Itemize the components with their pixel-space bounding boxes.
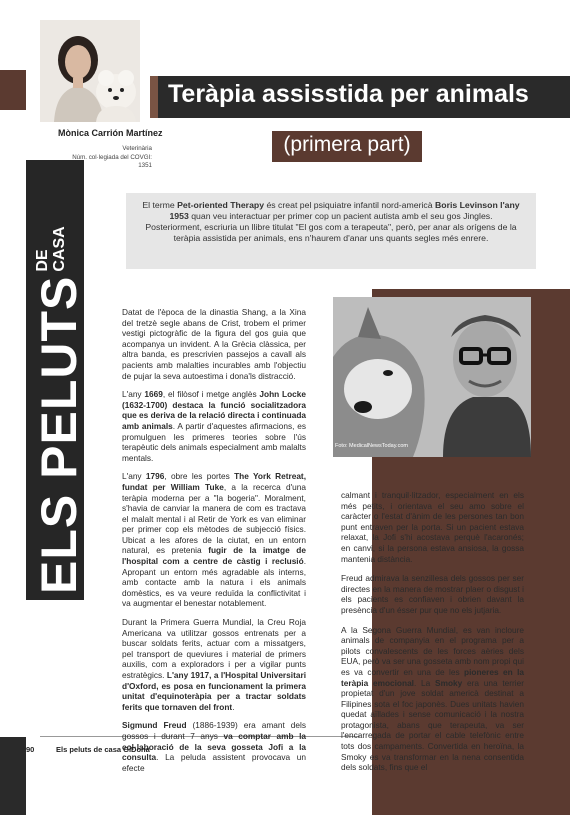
text: L'any — [122, 389, 145, 400]
bold-text: 1796 — [145, 471, 165, 482]
intro-text: quan veu interactuar per primer cop un pacient autista amb el seu gos Jingles. Posteriorment, escriuria un llibre titulat "El gos com a terapeuta", però, per anar als orígens de la teràpia assistida per animals, ens n'haurem d'anar uns quants segles més enrere. — [145, 211, 517, 243]
intro-bold: Boris Levinson l'any 1953 — [169, 200, 520, 221]
text: . A partir d'aquestes afirmacions, es promulguen les primeres teories sobre l'ús terapèutic dels animals especialment amb malalts mentals. — [122, 420, 307, 463]
author-name: Mònica Carrión Martínez — [58, 128, 163, 138]
section-title — [31, 226, 87, 594]
brown-accent-block — [0, 70, 26, 110]
article-column-2 — [341, 490, 524, 782]
author-photo — [40, 20, 140, 122]
paragraph — [341, 625, 524, 773]
text: (1886-1939) era amant dels gossos i durant 7 anys — [122, 720, 307, 741]
text: . La — [414, 677, 436, 688]
text: . Apropant un entorn més agradable als interns, amb contacte amb la natura i els animals domèstics, es va veure reduïda la conflictivitat i va augmentar el benestar notablement. — [122, 556, 306, 609]
section-title-main: ELS PELUTS — [31, 275, 87, 594]
intro-paragraph — [142, 200, 520, 244]
bold-text: Smoky — [435, 677, 463, 688]
section-small-casa: CASA — [51, 226, 68, 272]
paragraph: Datat de l'època de la dinastia Shang, a la Xina del tretzè segle abans de Crist, trobem el primer vestigi pictogràfic de la figura del gos guia que acompanya un invident. A la Grècia clàssica, per altra banda, es prescrivien passejos a cavall als pacients amb malalties incurables amb l'objectiu de pujar la seva autoestima i dona'ls distracció. — [122, 307, 306, 381]
paragraph: Freud admirava la senzillesa dels gossos per ser directes en la manera de mostrar plaer o disgust i els pacients es confiaven i obrien davant la presència d'un ésser pur que no els jutjaria. — [341, 573, 524, 615]
text: A la Segona Guerra Mundial, es van incloure animals de companyia en el programa per a pilots convalescents de les forces aèries dels EUA, però va ser una gosseta amb nom propi qui es va convertir en una de les — [341, 624, 524, 677]
text: , a la recerca d'una teràpia moderna per a "la bogeria". Moralment, s'havia de canviar la manera de com es tractava el malalt mental i al Retir de York es van eliminar per primer cop els mètodes de subjecció físics. Ubicat a les afores de la ciutat, en un entorn natural, es pretenia — [122, 481, 307, 556]
text: era una terrier propietat d'un jove soldat americà destinat a Filipines sota el foc japonès. Dues unitats havien quedat aïllades i sense comunicació i la nostra protagonista, abans que terapeuta, va ser l'encarregada de portar el cable telefònic entre tots dos campaments. Convertida en heroïna, la Smoky es va transformar en la nena consentida dels soldats, fins que el — [341, 677, 524, 773]
paragraph: calmant i tranquil·litzador, especialment en els més petits, i orientava el seu amo sobre el caràcter o l'estat d'ànim de les persones tan bon punt entraven per la porta. Si un pacient estava relaxat, la Jofi s'hi acostava perquè l'acaronés; en canvi, si la persona estava ansiosa, la gossa mantenia distància. — [341, 490, 524, 564]
magazine-name: Els peluts de casa GiDona — [56, 745, 150, 754]
article-photo — [333, 297, 531, 457]
page-title: Teràpia assisstida per animals — [168, 80, 529, 108]
author-membership: Núm. col·legiada del COVGI: 1351 — [72, 153, 152, 169]
text: . — [232, 701, 235, 712]
intro-bold: Pet-oriented Therapy — [177, 200, 265, 210]
bold-text: va comptar amb la col·laboració de la seva gosseta Jofi a la consulta — [122, 730, 307, 763]
paragraph — [122, 617, 306, 712]
text: , obre les portes — [164, 471, 235, 482]
section-title-small — [34, 226, 68, 271]
intro-box — [126, 193, 536, 269]
text: . La peluda assistent provocava un efecte — [122, 752, 306, 773]
author-role: Veterinària — [122, 145, 152, 152]
footer-dark-block — [0, 737, 26, 815]
paragraph — [122, 389, 306, 463]
section-small-de: DE — [34, 249, 51, 272]
bold-text: fugir de la imatge de l'hospital com a centre de càstig i reclusió — [122, 545, 306, 567]
text: Durant la Primera Guerra Mundial, la Creu Roja Americana va utilitzar gossos entrenats per a buscar soldats ferits, actuar com a missatgers, pel transport de queviures i material de primers auxilis, com a exploradors i per a vigilar punts estratègics. — [122, 617, 306, 680]
bold-text: Sigmund Freud — [122, 720, 187, 731]
page-subtitle: (primera part) — [283, 133, 411, 156]
article-column-1 — [122, 307, 306, 781]
bold-text: L'any 1917, a l'Hospital Universitari d'Oxford, es posa en funcionament la primera unitat d'equinoteràpia per a tractar soldats ferits que tornaven del front — [122, 670, 306, 712]
photo-credit: Foto: MedicalNewsToday.com — [335, 443, 408, 449]
paragraph — [122, 471, 306, 609]
bold-text: 1669 — [144, 389, 163, 400]
bold-text: John Locke (1632-1700) destaca la funció socialitzadora que es deriva de la relació directa i continuada amb animals — [122, 389, 306, 431]
bold-text: The York Retreat, fundat per William Tuke — [122, 471, 306, 492]
bold-text: pioneres en la teràpia emocional — [341, 666, 524, 688]
intro-text: és creat pel psiquiatre infantil nord-americà — [264, 200, 435, 210]
text: , el filòsof i metge anglès — [162, 389, 260, 400]
title-accent — [150, 76, 158, 118]
page-number: 90 — [26, 745, 35, 754]
intro-text: El terme — [142, 200, 178, 210]
text: L'any — [122, 471, 146, 482]
